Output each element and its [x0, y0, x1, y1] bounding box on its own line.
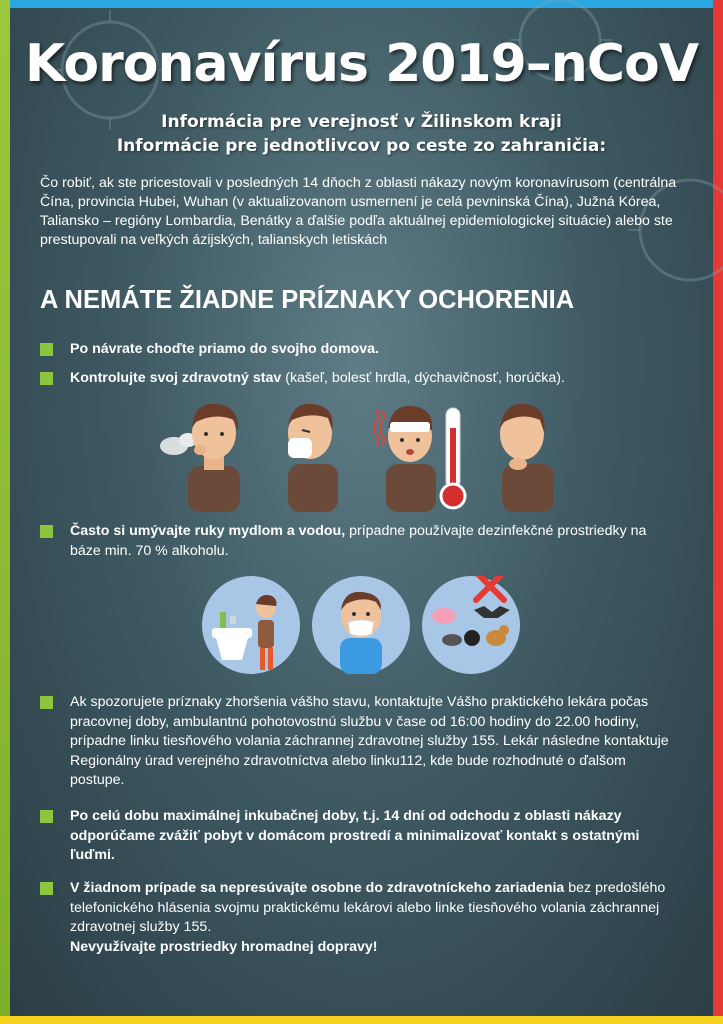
thermometer-icon — [441, 408, 465, 508]
subtitle-travelers: Informácie pre jednotlivcov po ceste zo zahraničia: — [116, 136, 607, 156]
green-bullet-icon — [40, 882, 53, 895]
face-mask-person-icon — [312, 576, 410, 674]
list-item-contact-doctor: Ak spozorujete príznaky zhoršenia vášho stavu, kontaktujte Vášho praktického lekára počas pracovnej doby, ambulantnú pohotovostnú službu v čase od 16:00 hodiny do 22.00 hodiny, prípadne linku tiesňového volania záchrannej zdravotnej služby 155. Lekár následne kontaktuje Regionálny úrad verejného zdravotníctva alebo linku112, kde bude rozhodnuté o ďalšom postupe. — [40, 693, 680, 791]
sore-throat-person-icon — [500, 404, 554, 512]
green-bullet-icon — [40, 696, 53, 709]
page-title: Koronavírus 2019–nCoV — [25, 34, 698, 94]
green-bullet-icon — [40, 525, 53, 538]
symptoms-illustration — [160, 398, 560, 514]
coughing-person-icon — [160, 404, 240, 512]
list-item-do-not-visit: V žiadnom prípade sa nepresúvajte osobne do zdravotníckeho zariadenia bez predošlého telefonického hlásenia svojmu praktickému lekárovi alebo linke tiesňového volania záchrannej zdravotnej služby 155. Nevyužívajte prostriedky hromadnej dopravy! — [40, 879, 680, 957]
list-item-wash-hands: Často si umývajte ruky mydlom a vodou, prípadne používajte dezinfekčné prostriedky na báze min. 70 % alkoholu. — [40, 522, 680, 561]
intro-paragraph: Čo robiť, ak ste pricestovali v posledných 14 dňoch z oblasti nákazy novým koronavírusom (centrálna Čína, provincia Hubei, Wuhan (v aktualizovanom usmernení je celá pevninská Čína), Južná Kórea, Taliansko – regióny Lombardia, Benátky a ďalšie podľa aktuálnej epidemiologickej situácie) alebo ste prestupovali na veľkých ázijských, talianskych letiskách — [40, 175, 677, 248]
green-bullet-icon — [40, 372, 53, 385]
list-item-go-home: Po návrate choďte priamo do svojho domova. — [40, 340, 680, 360]
bottom-color-bar — [0, 1016, 723, 1024]
avoid-animals-icon — [422, 576, 520, 674]
fever-person-icon — [374, 406, 436, 512]
sneezing-person-icon — [288, 404, 338, 512]
subtitle-region: Informácia pre verejnosť v Žilinskom kraji — [161, 112, 562, 132]
headline-no-symptoms: A NEMÁTE ŽIADNE PRÍZNAKY OCHORENIA — [40, 286, 575, 314]
top-color-bar — [0, 0, 723, 8]
green-bullet-icon — [40, 343, 53, 356]
list-item-monitor-health: Kontrolujte svoj zdravotný stav (kašeľ, bolesť hrdla, dýchavičnosť, horúčka). — [40, 369, 680, 389]
list-item-incubation: Po celú dobu maximálnej inkubačnej doby, t.j. 14 dní od odchodu z oblasti nákazy odporúčame zvážiť pobyt v domácom prostredí a minimalizovať kontakt s ostatnými ľuďmi. — [40, 807, 680, 866]
handwashing-icon — [202, 576, 300, 674]
green-bullet-icon — [40, 810, 53, 823]
